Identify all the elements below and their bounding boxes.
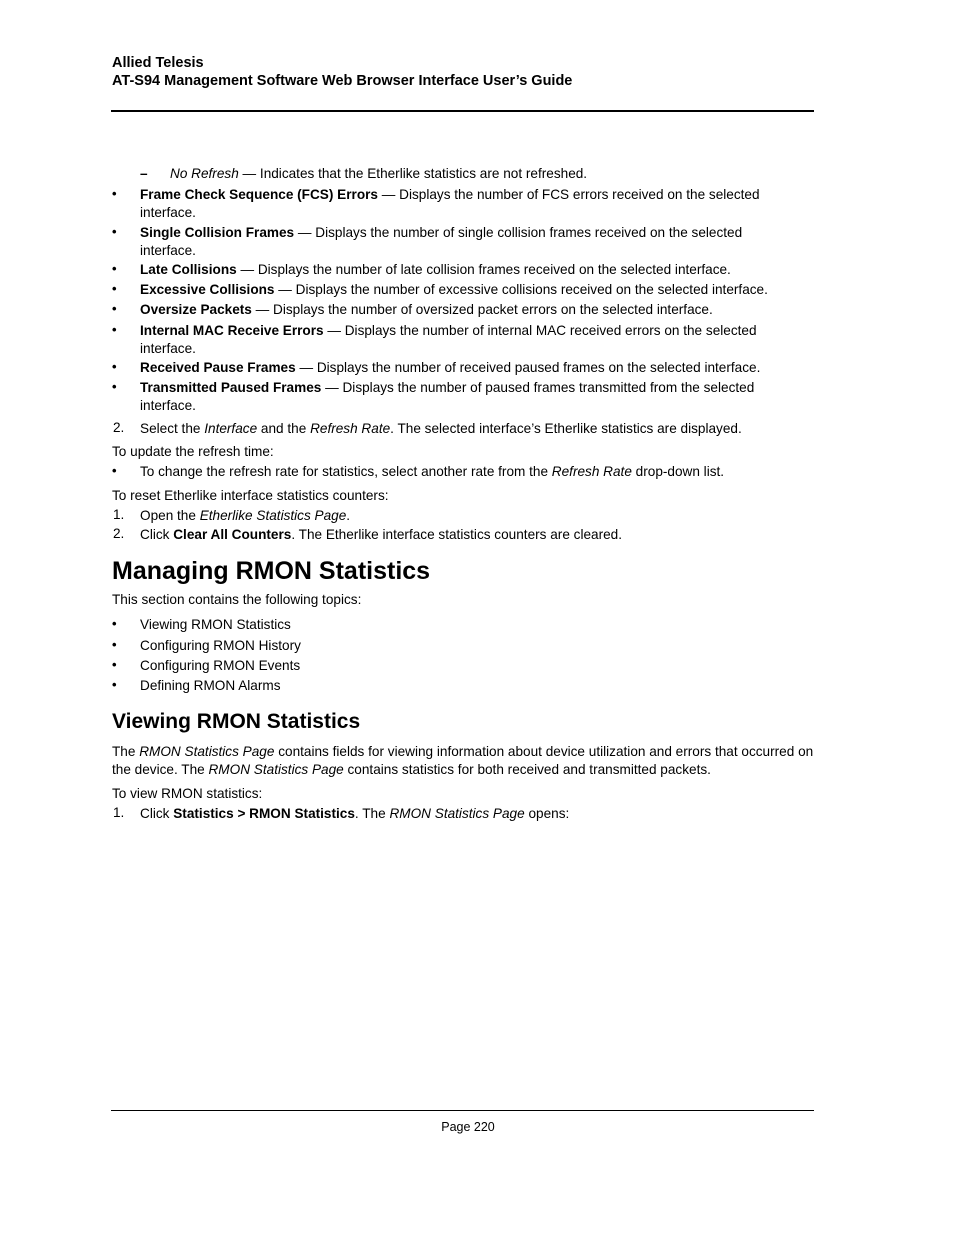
step-text: and the: [257, 421, 311, 436]
list-item-term: Single Collision Frames: [140, 225, 295, 240]
step-text: Open the: [140, 508, 200, 523]
step-number: 1.: [113, 805, 125, 820]
bullet-glyph: •: [112, 463, 117, 478]
step-text: . The: [354, 806, 390, 821]
para-text: contains fields for viewing information about device utilization and errors that occurred on the device. The: [112, 744, 814, 777]
bullet-glyph: •: [112, 637, 117, 652]
list-item-desc: — Displays the number of paused frames transmitted from the selected interface.: [140, 380, 755, 413]
list-item-term: Frame Check Sequence (FCS) Errors: [140, 187, 378, 202]
page-name-term: RMON Statistics Page: [389, 806, 525, 821]
list-item-single-collision: [140, 224, 800, 259]
header-divider: [111, 110, 814, 112]
step-text: Select the: [140, 421, 205, 436]
list-item-term: Excessive Collisions: [140, 282, 275, 297]
step-number: 1.: [113, 507, 125, 522]
section-heading: Managing RMON Statistics: [112, 557, 431, 585]
bullet-glyph: •: [112, 261, 117, 276]
view-intro: To view RMON statistics:: [112, 786, 263, 801]
reset-step-2: [140, 526, 800, 544]
menu-path-term: Statistics > RMON Statistics: [173, 806, 355, 821]
step-text: . The selected interface’s Etherlike statistics are displayed.: [390, 421, 742, 436]
step-text: . The Etherlike interface statistics counters are cleared.: [291, 527, 623, 542]
bullet-glyph: •: [112, 281, 117, 296]
page-name-term: Etherlike Statistics Page: [199, 508, 347, 523]
subsection-paragraph: [112, 743, 814, 778]
document-title: AT-S94 Management Software Web Browser Interface User’s Guide: [112, 73, 573, 89]
list-item-term: Transmitted Paused Frames: [140, 380, 322, 395]
list-item-desc: — Displays the number of late collision frames received on the selected interface.: [236, 262, 731, 277]
bullet-glyph: •: [112, 186, 117, 201]
step-select-interface: [140, 420, 810, 438]
bullet-glyph: •: [112, 224, 117, 239]
bullet-glyph: •: [112, 322, 117, 337]
no-refresh-term: No Refresh: [170, 166, 239, 181]
list-item-term: Internal MAC Receive Errors: [140, 323, 324, 338]
no-refresh-item: [170, 165, 810, 183]
list-item-excessive-collisions: [140, 281, 810, 299]
refresh-rate-term: Refresh Rate: [551, 464, 632, 479]
bullet-glyph: •: [112, 379, 117, 394]
para-text: The: [112, 744, 140, 759]
bullet-glyph: •: [112, 301, 117, 316]
step-text: Click: [140, 806, 174, 821]
step-text: Click: [140, 527, 174, 542]
list-item-desc: — Displays the number of single collision frames received on the selected interface.: [140, 225, 743, 258]
topic-item: Defining RMON Alarms: [140, 678, 281, 693]
list-item-desc: — Displays the number of oversized packet errors on the selected interface.: [251, 302, 713, 317]
refresh-rate-term: Refresh Rate: [310, 421, 391, 436]
page-name-term: RMON Statistics Page: [208, 761, 344, 777]
step-number: 2.: [113, 526, 125, 541]
view-step-1: [140, 805, 800, 823]
list-item-term: Received Pause Frames: [140, 360, 296, 375]
list-item-term: Late Collisions: [140, 262, 237, 277]
list-item-received-pause: [140, 359, 810, 377]
list-item-fcs-errors: [140, 186, 800, 221]
list-item-transmitted-paused: [140, 379, 800, 414]
dash-marker: –: [140, 166, 148, 181]
interface-term: Interface: [204, 421, 258, 436]
no-refresh-desc: — Indicates that the Etherlike statistics are not refreshed.: [238, 166, 588, 181]
step-text: drop-down list.: [631, 464, 725, 479]
bullet-glyph: •: [112, 657, 117, 672]
company-name: Allied Telesis: [112, 55, 204, 71]
page-name-term: RMON Statistics Page: [139, 744, 275, 759]
topic-item: Configuring RMON History: [140, 638, 301, 653]
bullet-glyph: •: [112, 359, 117, 374]
footer-divider: [111, 1110, 814, 1111]
list-item-desc: — Displays the number of internal MAC received errors on the selected interface.: [140, 323, 757, 356]
page-number: [0, 1120, 954, 1134]
step-number: 2.: [113, 420, 125, 435]
list-item-desc: — Displays the number of excessive collisions received on the selected interface.: [274, 282, 768, 297]
topic-item: Viewing RMON Statistics: [140, 617, 291, 632]
step-text: .: [346, 508, 351, 523]
step-text: To change the refresh rate for statistics, select another rate from the: [140, 464, 552, 479]
list-item-desc: — Displays the number of FCS errors received on the selected interface.: [140, 187, 760, 220]
reset-intro: To reset Etherlike interface statistics counters:: [112, 488, 389, 503]
list-item-term: Oversize Packets: [140, 302, 252, 317]
topic-item: Configuring RMON Events: [140, 658, 301, 673]
reset-step-1: [140, 507, 800, 525]
update-refresh-item: [140, 463, 800, 481]
subsection-heading: Viewing RMON Statistics: [112, 710, 361, 733]
list-item-internal-mac-errors: [140, 322, 800, 357]
para-text: contains statistics for both received and transmitted packets.: [343, 761, 711, 777]
clear-all-counters-term: Clear All Counters: [173, 527, 292, 542]
bullet-glyph: •: [112, 677, 117, 692]
step-text: opens:: [524, 806, 570, 821]
bullet-glyph: •: [112, 616, 117, 631]
page-number-label: Page 220: [441, 1120, 495, 1134]
list-item-desc: — Displays the number of received paused frames on the selected interface.: [295, 360, 761, 375]
update-intro: To update the refresh time:: [112, 444, 274, 459]
list-item-oversize-packets: [140, 301, 800, 319]
section-intro: This section contains the following topics:: [112, 592, 362, 607]
list-item-late-collisions: [140, 261, 800, 279]
